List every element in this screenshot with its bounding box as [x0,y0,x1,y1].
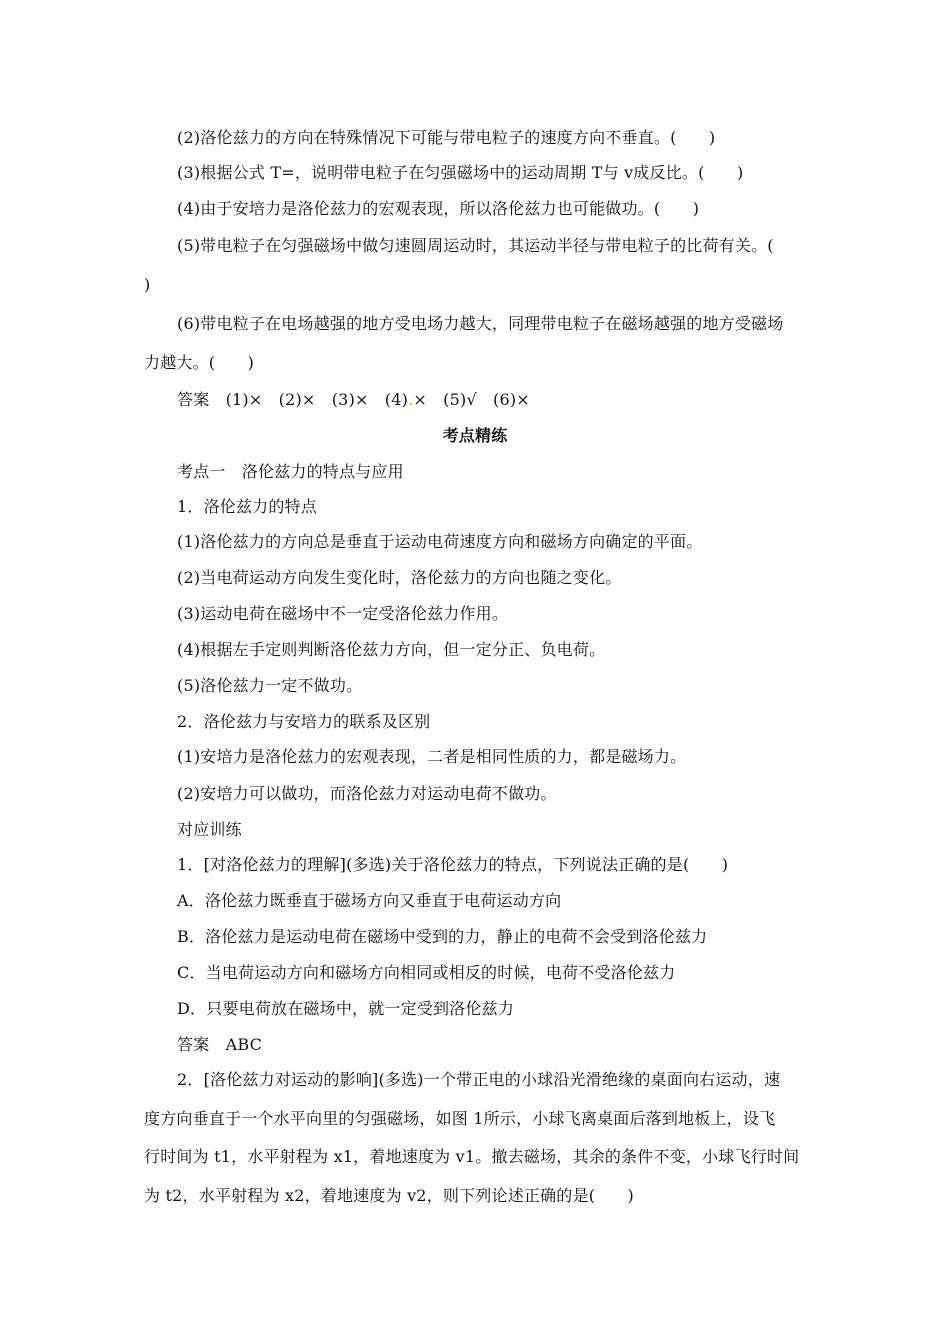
judgment-q5-line2: ) [144,275,151,294]
question-2-line4: 为 t2，水平射程为 x2，着地速度为 v2，则下列论述正确的是( ) [144,1186,634,1205]
answer-text-part2: × (5)√ (6)× [413,390,530,409]
option-a: A．洛伦兹力既垂直于磁场方向又垂直于电荷运动方向 [177,891,562,910]
judgment-q6-line2: 力越大。( ) [144,353,255,372]
subheading-1: 1．洛伦兹力的特点 [177,497,317,516]
training-title: 对应训练 [177,820,242,839]
judgment-q6-line1: (6)带电粒子在电场越强的地方受电场力越大，同理带电粒子在磁场越强的地方受磁场 [177,314,784,333]
judgment-q4: (4)由于安培力是洛伦兹力的宏观表现，所以洛伦兹力也可能做功。( ) [177,199,700,218]
subheading-2: 2．洛伦兹力与安培力的联系及区别 [177,712,431,731]
option-c: C．当电荷运动方向和磁场方向相同或相反的时候，电荷不受洛伦兹力 [177,963,676,982]
section-title: 考点精练 [442,426,508,445]
question-2-line3: 行时间为 t1，水平射程为 x1，着地速度为 v1。撤去磁场，其余的条件不变，小球飞行时间 [144,1147,800,1166]
point-1: (1)洛伦兹力的方向总是垂直于运动电荷速度方向和磁场方向确定的平面。 [177,532,703,551]
question-2-line2: 度方向垂直于一个水平向里的匀强磁场，如图 1所示，小球飞离桌面后落到地板上，设飞 [144,1109,776,1128]
point-5: (5)洛伦兹力一定不做功。 [177,676,363,695]
judgment-q3: (3)根据公式 T=，说明带电粒子在匀强磁场中的运动周期 T与 v成反比。( ) [177,163,744,182]
judgment-q2: (2)洛伦兹力的方向在特殊情况下可能与带电粒子的速度方向不垂直。( ) [177,128,716,147]
point-7: (2)安培力可以做功，而洛伦兹力对运动电荷不做功。 [177,784,557,803]
kaodian-heading: 考点一 洛伦兹力的特点与应用 [177,462,404,481]
answer-text-part1: 答案 (1)× (2)× (3)× (4) [177,390,409,409]
question-2-line1: 2．[洛伦兹力对运动的影响](多选)一个带正电的小球沿光滑绝缘的桌面向右运动，速 [177,1070,781,1089]
option-b: B．洛伦兹力是运动电荷在磁场中受到的力，静止的电荷不会受到洛伦兹力 [177,927,708,946]
judgment-answer [177,389,530,411]
point-2: (2)当电荷运动方向发生变化时，洛伦兹力的方向也随之变化。 [177,568,622,587]
point-3: (3)运动电荷在磁场中不一定受洛伦兹力作用。 [177,604,509,623]
option-d: D．只要电荷放在磁场中，就一定受到洛伦兹力 [177,999,515,1018]
answer-1: 答案 ABC [177,1035,263,1054]
point-4: (4)根据左手定则判断洛伦兹力方向，但一定分正、负电荷。 [177,640,606,659]
answer-dot-mark: . [408,390,414,409]
judgment-q5-line1: (5)带电粒子在匀强磁场中做匀速圆周运动时，其运动半径与带电粒子的比荷有关。( [177,236,774,255]
point-6: (1)安培力是洛伦兹力的宏观表现，二者是相同性质的力，都是磁场力。 [177,747,687,766]
question-1: 1．[对洛伦兹力的理解](多选)关于洛伦兹力的特点，下列说法正确的是( ) [177,855,729,874]
